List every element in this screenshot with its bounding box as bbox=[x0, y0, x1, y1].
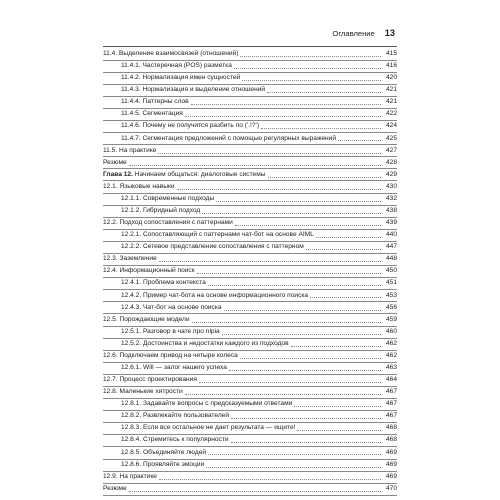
row-divider bbox=[103, 301, 397, 302]
row-divider bbox=[103, 313, 397, 314]
toc-entry-page: 456 bbox=[385, 303, 397, 311]
running-header-title: Оглавление bbox=[332, 29, 375, 38]
dot-leader bbox=[206, 466, 380, 468]
toc-subsection-row bbox=[103, 459, 397, 471]
row-divider bbox=[103, 180, 397, 181]
toc-entry-page: 438 bbox=[385, 207, 397, 214]
toc-subsection-row bbox=[103, 435, 397, 447]
toc-entry-title: 12.8.1. Задавайте вопросы с предсказуемыми ответами bbox=[121, 400, 293, 408]
row-divider bbox=[103, 156, 397, 157]
row-divider bbox=[103, 446, 397, 447]
row-divider bbox=[103, 120, 397, 121]
toc-subsection-row bbox=[103, 338, 397, 350]
toc-entry-page: 464 bbox=[385, 376, 397, 384]
toc-entry-title: 11.4.1. Частеречная (POS) разметка bbox=[121, 62, 232, 70]
toc-entry-page: 470 bbox=[385, 484, 397, 492]
toc-subsection-row bbox=[103, 84, 397, 96]
dot-leader bbox=[240, 55, 380, 57]
toc-subsection-row bbox=[103, 398, 397, 410]
dot-leader bbox=[185, 393, 381, 395]
dot-leader bbox=[208, 284, 381, 286]
toc-chapter-row bbox=[103, 169, 397, 181]
toc-subsection-row bbox=[103, 60, 397, 72]
toc-entry-page: 420 bbox=[385, 74, 397, 82]
toc-entry-title: 11.4.5. Сегментация bbox=[121, 110, 183, 118]
toc-subsection-row bbox=[103, 422, 397, 434]
toc-entry-title: 12.7. Процесс проектирования bbox=[103, 376, 197, 384]
toc-entry-page: 440 bbox=[385, 231, 397, 239]
row-divider bbox=[103, 265, 397, 266]
toc-entry-title: 12.1. Языковые навыки bbox=[103, 182, 175, 190]
toc-entry-page: 459 bbox=[385, 315, 397, 323]
row-divider bbox=[103, 60, 397, 61]
row-divider bbox=[103, 108, 397, 109]
toc-entry-title: 12.5. Порождающие модели bbox=[103, 315, 190, 323]
toc-entry-page: 427 bbox=[385, 146, 397, 154]
row-divider bbox=[103, 193, 397, 194]
toc-entry-title: Резюме bbox=[103, 484, 127, 492]
toc-section-row bbox=[103, 374, 397, 386]
toc-entry-page: 450 bbox=[385, 267, 397, 275]
page-number: 13 bbox=[384, 28, 395, 38]
dot-leader bbox=[261, 127, 380, 129]
toc-subsection-row bbox=[103, 96, 397, 108]
row-divider bbox=[103, 434, 397, 435]
dot-leader bbox=[294, 405, 380, 407]
toc-section-row bbox=[103, 265, 397, 277]
row-divider bbox=[103, 398, 397, 399]
toc-entry-page: 468 bbox=[385, 436, 397, 444]
toc-entry-title: 12.6. Подключаем привод на четыре колеса bbox=[103, 351, 238, 359]
top-divider bbox=[103, 46, 397, 47]
toc-entry-page: 467 bbox=[385, 400, 397, 408]
chapter-label: Глава 12. bbox=[103, 170, 133, 178]
row-divider bbox=[103, 289, 397, 290]
toc-section-row bbox=[103, 253, 397, 265]
row-divider bbox=[103, 168, 397, 169]
dot-leader bbox=[291, 345, 381, 347]
dot-leader bbox=[158, 152, 380, 154]
toc-entry-title: 12.4. Информационный поиск bbox=[103, 267, 195, 275]
row-divider bbox=[103, 144, 397, 145]
toc-entry-page: 422 bbox=[385, 110, 397, 118]
toc-entry-title: 11.4.7. Сегментация предложений с помощью регулярных выражений bbox=[121, 134, 337, 142]
toc-section-row bbox=[103, 48, 397, 60]
toc-entry-page: 430 bbox=[385, 182, 397, 190]
dot-leader bbox=[235, 224, 381, 226]
toc-subsection-row bbox=[103, 362, 397, 374]
toc-entry-title: 12.8.2. Развлекайте пользователей bbox=[121, 412, 230, 420]
row-divider bbox=[103, 205, 397, 206]
row-divider bbox=[103, 253, 397, 254]
toc-section-row bbox=[103, 350, 397, 362]
toc-entry-title: 12.1.2. Гибридный подход bbox=[121, 207, 201, 214]
row-divider bbox=[103, 495, 397, 496]
row-divider bbox=[103, 374, 397, 375]
dot-leader bbox=[185, 115, 381, 117]
dot-leader bbox=[242, 79, 380, 81]
running-header bbox=[332, 28, 395, 38]
toc-subsection-row bbox=[103, 120, 397, 132]
toc-entry-title: 12.5.1. Разговор в чате про nlpia bbox=[121, 327, 220, 335]
toc-entry-title: 12.8.3. Если все остальное не дает результата — ищите! bbox=[121, 424, 296, 432]
toc-entry-page: 462 bbox=[385, 339, 397, 347]
row-divider bbox=[103, 459, 397, 460]
toc-entry-page: 428 bbox=[385, 158, 397, 166]
toc-section-row bbox=[103, 181, 397, 193]
toc-subsection-row bbox=[103, 133, 397, 145]
dot-leader bbox=[202, 212, 380, 214]
toc-subsection-row bbox=[103, 277, 397, 289]
toc-entry-title: 11.4.6. Почему не получится разбить по ('.!?') bbox=[121, 122, 260, 130]
toc-subsection-row bbox=[103, 72, 397, 84]
row-divider bbox=[103, 326, 397, 327]
dot-leader bbox=[316, 236, 381, 238]
dot-leader bbox=[297, 429, 380, 431]
toc-subsection-row bbox=[103, 290, 397, 302]
toc-entry-page: 421 bbox=[385, 86, 397, 94]
dot-leader bbox=[129, 164, 381, 166]
dot-leader bbox=[224, 309, 381, 311]
toc-subsection-row bbox=[103, 229, 397, 241]
toc-subsection-row bbox=[103, 410, 397, 422]
row-divider bbox=[103, 338, 397, 339]
toc-entry-page: 448 bbox=[385, 255, 397, 263]
dot-leader bbox=[222, 333, 381, 335]
dot-leader bbox=[267, 91, 380, 93]
toc-section-row bbox=[103, 471, 397, 483]
toc-section-row bbox=[103, 145, 397, 157]
row-divider bbox=[103, 84, 397, 85]
toc-entry-title: 12.2.2. Сетевое представление сопоставления с паттерном bbox=[121, 243, 304, 251]
toc-subsection-row bbox=[103, 205, 397, 217]
dot-leader bbox=[234, 67, 381, 69]
dot-leader bbox=[229, 369, 381, 371]
row-divider bbox=[103, 362, 397, 363]
row-divider bbox=[103, 483, 397, 484]
row-divider bbox=[103, 72, 397, 73]
toc-entry-title: 12.2. Подход сопоставления с паттернами bbox=[103, 219, 233, 227]
toc-entry-page: 432 bbox=[385, 194, 397, 202]
toc-entry-title: 11.4.3. Нормализация и выделение отношений bbox=[121, 86, 266, 94]
toc-subsection-row bbox=[103, 447, 397, 459]
dot-leader bbox=[240, 357, 381, 359]
toc-entry-page: 467 bbox=[385, 388, 397, 396]
dot-leader bbox=[208, 453, 380, 455]
toc-entry-title: Резюме bbox=[103, 158, 127, 166]
toc-entry-page: 453 bbox=[385, 291, 397, 299]
row-divider bbox=[103, 229, 397, 230]
toc-subsection-row bbox=[103, 193, 397, 205]
toc-entry-page: 421 bbox=[385, 98, 397, 106]
toc-subsection-row bbox=[103, 241, 397, 253]
toc-entry-title: 12.2.1. Сопоставляющий с паттернами чат-бот на основе AIML bbox=[121, 231, 314, 239]
toc-entry-title bbox=[103, 169, 266, 181]
toc-entry-title: 11.5. На практике bbox=[103, 146, 157, 154]
dot-leader bbox=[129, 490, 381, 492]
toc-subsection-row bbox=[103, 302, 397, 314]
row-divider bbox=[103, 471, 397, 472]
toc-entry-page: 469 bbox=[385, 460, 397, 468]
toc-section-row bbox=[103, 314, 397, 326]
toc-entry-page: 462 bbox=[385, 351, 397, 359]
row-divider bbox=[103, 132, 397, 133]
toc-entry-title: 11.4.2. Нормализация имен сущностей bbox=[121, 74, 241, 82]
dot-leader bbox=[191, 103, 381, 105]
row-divider bbox=[103, 277, 397, 278]
toc-entry-page: 415 bbox=[385, 49, 397, 57]
dot-leader bbox=[199, 381, 381, 383]
toc-entry-page: 429 bbox=[385, 170, 397, 178]
toc-subsection-row bbox=[103, 108, 397, 120]
row-divider bbox=[103, 410, 397, 411]
toc-section-row bbox=[103, 157, 397, 169]
dot-leader bbox=[197, 272, 381, 274]
toc-entry-page: 416 bbox=[385, 62, 397, 70]
toc-entry-title: 12.4.1. Проблема контекста bbox=[121, 279, 206, 287]
dot-leader bbox=[159, 260, 381, 262]
toc-entry-title: 12.4.2. Пример чат-бота на основе информационного поиска bbox=[121, 291, 309, 299]
dot-leader bbox=[231, 441, 381, 443]
toc-entry-title: 12.3. Заземление bbox=[103, 255, 157, 263]
toc-entry-title: 12.8.6. Проявляйте эмоции bbox=[121, 460, 205, 468]
row-divider bbox=[103, 386, 397, 387]
row-divider bbox=[103, 350, 397, 351]
chapter-title: Начинаем общаться: диалоговые системы bbox=[134, 170, 266, 178]
dot-leader bbox=[306, 248, 381, 250]
toc-entry-title: 11.4. Выделение взаимосвязей (отношений) bbox=[103, 49, 239, 57]
dot-leader bbox=[192, 321, 381, 323]
row-divider bbox=[103, 96, 397, 97]
toc-entry-page: 424 bbox=[385, 122, 397, 130]
row-divider bbox=[103, 241, 397, 242]
dot-leader bbox=[338, 139, 380, 141]
toc-section-row bbox=[103, 217, 397, 229]
toc-section-row bbox=[103, 483, 397, 495]
toc-entry-page: 451 bbox=[385, 279, 397, 287]
toc-entry-title: 12.8.4. Стремитесь к популярности bbox=[121, 436, 229, 444]
toc-entry-title: 12.9. На практике bbox=[103, 472, 157, 480]
toc-entry-page: 460 bbox=[385, 327, 397, 335]
toc-entry-title: 12.1.1. Современные подходы bbox=[121, 194, 215, 202]
row-divider bbox=[103, 217, 397, 218]
dot-leader bbox=[177, 188, 381, 190]
toc-entry-page: 469 bbox=[385, 472, 397, 480]
toc-entry-page: 463 bbox=[385, 364, 397, 372]
dot-leader bbox=[216, 200, 380, 202]
toc-entry-title: 11.4.4. Паттерны слов bbox=[121, 98, 189, 106]
row-divider bbox=[103, 422, 397, 423]
toc-entry-title: 12.8.5. Объединяйте людей bbox=[121, 448, 207, 456]
toc-entry-title: 12.8. Маленькие хитрости bbox=[103, 388, 183, 396]
toc-entry-page: 469 bbox=[385, 448, 397, 456]
toc-entry-page: 447 bbox=[385, 243, 397, 251]
dot-leader bbox=[310, 296, 380, 298]
dot-leader bbox=[231, 417, 380, 419]
toc-entry-title: 12.6.1. Will — залог нашего успеха bbox=[121, 364, 227, 372]
table-of-contents bbox=[103, 48, 397, 495]
toc-entry-title: 12.5.2. Достоинства и недостатки каждого из подходов bbox=[121, 339, 289, 347]
toc-entry-page: 439 bbox=[385, 219, 397, 227]
toc-entry-page: 468 bbox=[385, 424, 397, 432]
toc-entry-page: 467 bbox=[385, 412, 397, 420]
toc-entry-page: 425 bbox=[385, 134, 397, 142]
dot-leader bbox=[159, 478, 381, 480]
dot-leader bbox=[268, 176, 381, 178]
toc-section-row bbox=[103, 386, 397, 398]
toc-subsection-row bbox=[103, 326, 397, 338]
toc-entry-title: 12.4.3. Чат-бот на основе поиска bbox=[121, 303, 222, 311]
